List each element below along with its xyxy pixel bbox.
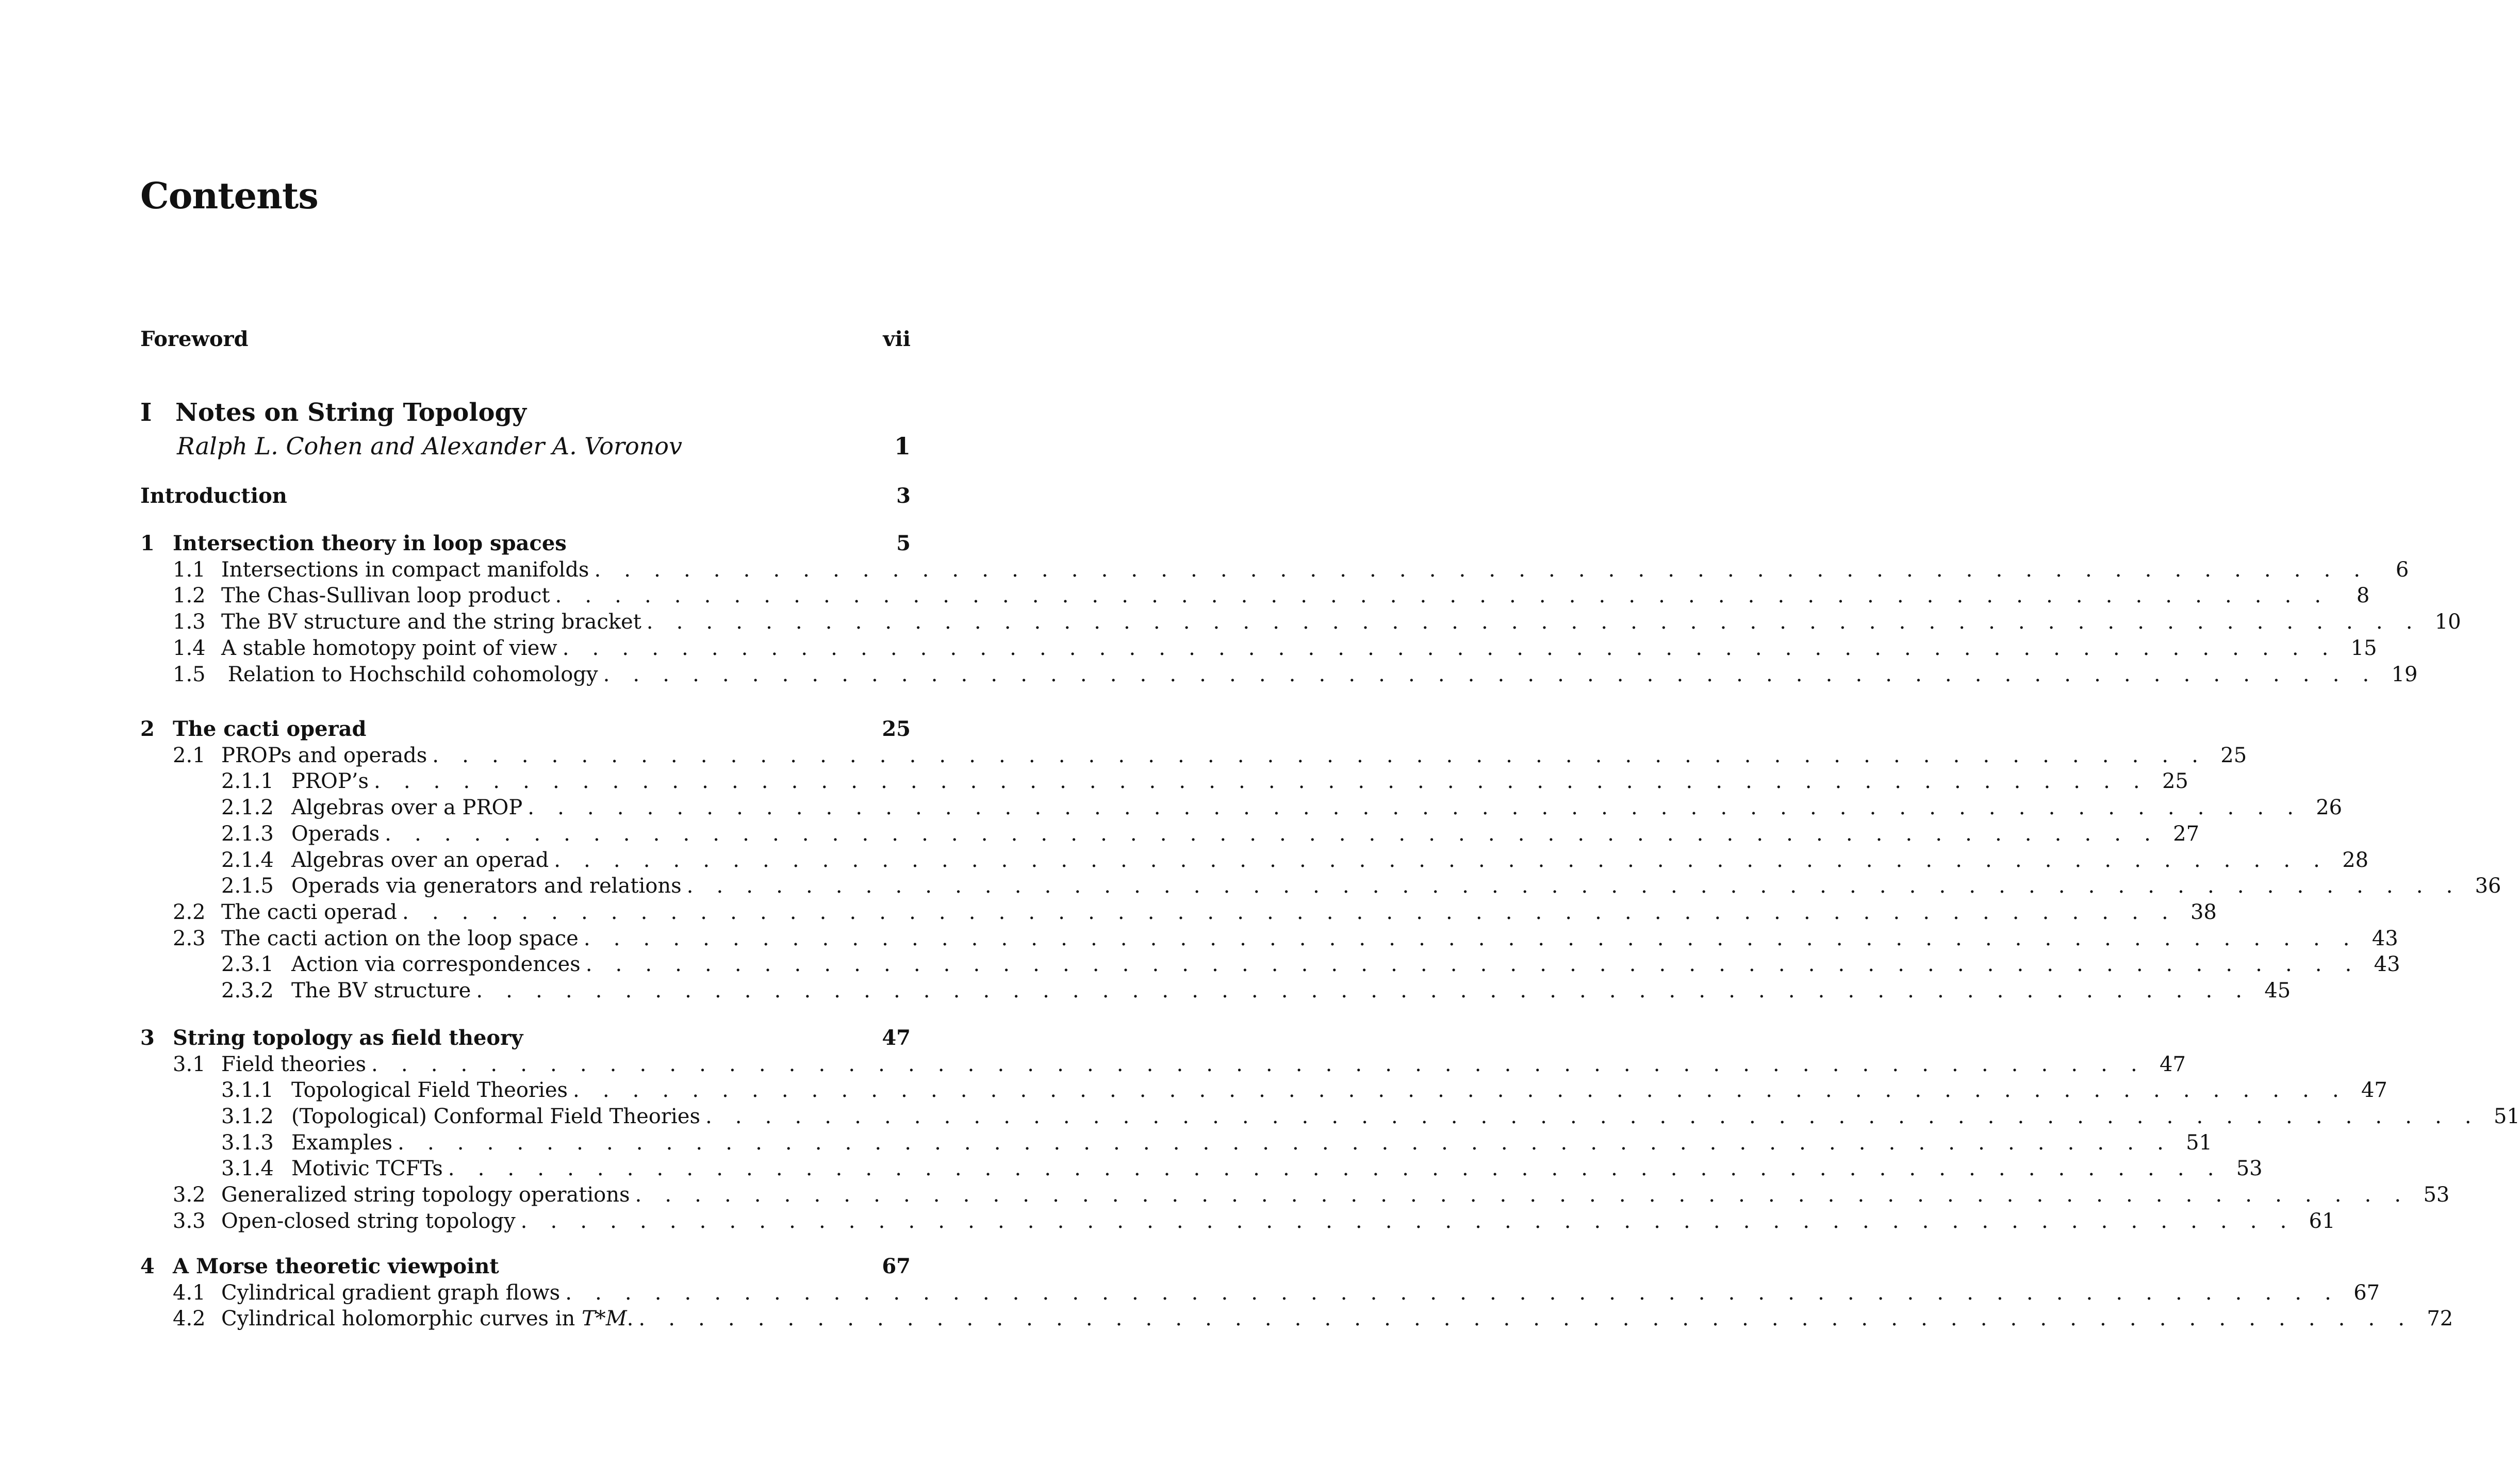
- section-title-text: The cacti action on the loop space: [221, 927, 579, 950]
- dot-leader: . . . . . . . . . . . . . . . . . . . . . . . . . . . . . . . . . . . . . . . . . . . . . . . . . . . . . . . . . . . .: [603, 663, 2378, 686]
- toc-section-2-1-1[interactable]: [140, 768, 2188, 794]
- section-title-text: PROP’s: [291, 769, 369, 793]
- toc-part-authors: [177, 432, 911, 460]
- toc-section-3-1-3[interactable]: [140, 1130, 2213, 1156]
- section-number: 2.3.2: [221, 979, 274, 1003]
- toc-section-2-2[interactable]: [140, 899, 2217, 925]
- section-title: [221, 1306, 633, 1332]
- chapter-page: 25: [882, 717, 911, 741]
- section-page: 47: [2160, 1053, 2186, 1076]
- toc-section-1-1[interactable]: [140, 557, 2409, 583]
- part-title: Notes on String Topology: [175, 398, 526, 427]
- section-number: 1.1: [173, 558, 206, 582]
- section-title-text: Topological Field Theories: [291, 1078, 568, 1102]
- entry-page: 3: [896, 484, 911, 508]
- section-title-end: .: [627, 1307, 634, 1330]
- chapter-page: 67: [882, 1254, 911, 1278]
- toc-section-2-3-2[interactable]: [140, 978, 2291, 1004]
- section-number: 4.1: [173, 1281, 206, 1305]
- dot-leader: . . . . . . . . . . . . . . . . . . . . . . . . . . . . . . . . . . . . . . . . . . . . . . . . . . . . . . . . . . . .: [555, 584, 2330, 607]
- section-title-text: Algebras over an operad: [291, 848, 549, 872]
- toc-chapter-4[interactable]: [140, 1254, 911, 1279]
- toc-section-2-3-1[interactable]: [140, 951, 2400, 977]
- toc-section-2-1-4[interactable]: [140, 847, 2369, 873]
- toc-section-2-3[interactable]: [140, 926, 2398, 951]
- section-page: 25: [2220, 744, 2247, 767]
- section-page: 25: [2162, 769, 2188, 793]
- section-page: 53: [2236, 1157, 2263, 1180]
- toc-section-1-4[interactable]: [140, 635, 2377, 661]
- dot-leader: . . . . . . . . . . . . . . . . . . . . . . . . . . . . . . . . . . . . . . . . . . . . . . . . . . . . . . . . . . . .: [520, 1209, 2295, 1233]
- toc-section-1-3[interactable]: [140, 609, 2461, 635]
- dot-leader: . . . . . . . . . . . . . . . . . . . . . . . . . . . . . . . . . . . . . . . . . . . . . . . . . . . . . . . . . . . .: [554, 848, 2329, 872]
- chapter-page: 5: [896, 531, 911, 555]
- section-title: [221, 635, 557, 661]
- section-title: [221, 583, 550, 609]
- toc-section-3-1-1[interactable]: [140, 1077, 2387, 1103]
- section-page: 19: [2391, 663, 2418, 686]
- section-title: [291, 795, 522, 820]
- section-title: [221, 899, 397, 925]
- dot-leader: . . . . . . . . . . . . . . . . . . . . . . . . . . . . . . . . . . . . . . . . . . . . . . . . . . . . . . . . . . . .: [432, 744, 2207, 767]
- toc-chapter-1[interactable]: [140, 531, 911, 556]
- section-page: 51: [2186, 1131, 2213, 1155]
- toc-section-3-3[interactable]: [140, 1208, 2335, 1234]
- dot-leader: . . . . . . . . . . . . . . . . . . . . . . . . . . . . . . . . . . . . . . . . . . . . . . . . . . . . . . . . . . . .: [562, 636, 2337, 660]
- section-title-text: Motivic TCFTs: [291, 1157, 443, 1180]
- section-title-text: (Topological) Conformal Field Theories: [291, 1105, 700, 1128]
- section-number: 2.1: [173, 744, 206, 767]
- dot-leader: . . . . . . . . . . . . . . . . . . . . . . . . . . . . . . . . . . . . . . . . . . . . . . . . . . . . . . . . . . . .: [573, 1078, 2347, 1102]
- section-title-text: Operads via generators and relations: [291, 874, 682, 898]
- section-title: [221, 1182, 630, 1208]
- section-title-text: The BV structure: [291, 979, 471, 1003]
- section-title: [221, 743, 427, 768]
- section-title-text: A stable homotopy point of view: [221, 636, 557, 660]
- section-title-text: Examples: [291, 1131, 393, 1155]
- part-number: I: [140, 398, 152, 427]
- dot-leader: . . . . . . . . . . . . . . . . . . . . . . . . . . . . . . . . . . . . . . . . . . . . . . . . . . . . . . . . . . . .: [583, 927, 2358, 950]
- section-title: [221, 662, 598, 687]
- toc-section-3-1[interactable]: [140, 1052, 2186, 1077]
- section-page: 26: [2316, 796, 2343, 819]
- section-number: 3.1: [173, 1053, 206, 1076]
- section-title: [291, 1077, 568, 1103]
- section-title-text: The cacti operad: [221, 900, 397, 924]
- section-title-text: Cylindrical holomorphic curves in: [221, 1307, 582, 1330]
- toc-entry-introduction[interactable]: [140, 483, 911, 509]
- chapter-title: Intersection theory in loop spaces: [173, 531, 567, 555]
- section-page: 27: [2173, 822, 2200, 846]
- dot-leader: . . . . . . . . . . . . . . . . . . . . . . . . . . . . . . . . . . . . . . . . . . . . . . . . . . . . . . . . . . . .: [476, 979, 2251, 1003]
- section-title: [291, 847, 549, 873]
- part-page: 1: [894, 432, 911, 460]
- section-number: 1.4: [173, 636, 206, 660]
- chapter-title: The cacti operad: [173, 717, 367, 741]
- section-number: 2.2: [173, 900, 206, 924]
- entry-title: Foreword: [140, 327, 249, 351]
- dot-leader: . . . . . . . . . . . . . . . . . . . . . . . . . . . . . . . . . . . . . . . . . . . . . . . . . . . . . . . . . . . .: [398, 1131, 2172, 1155]
- chapter-title: A Morse theoretic viewpoint: [173, 1254, 499, 1278]
- section-page: 53: [2423, 1183, 2450, 1207]
- section-title: [221, 557, 589, 583]
- chapter-number: 4: [140, 1254, 155, 1278]
- toc-section-2-1-2[interactable]: [140, 795, 2343, 820]
- section-page: 47: [2361, 1078, 2387, 1102]
- section-page: 45: [2264, 979, 2291, 1003]
- section-number: 2.3.1: [221, 952, 274, 976]
- page-title: Contents: [140, 174, 318, 217]
- entry-title: Introduction: [140, 484, 287, 508]
- section-title: [291, 768, 369, 794]
- dot-leader: . . . . . . . . . . . . . . . . . . . . . . . . . . . . . . . . . . . . . . . . . . . . . . . . . . . . . . . . . . . .: [385, 822, 2160, 846]
- section-title-text: Algebras over a PROP: [291, 796, 523, 819]
- section-number: 3.1.2: [221, 1105, 274, 1128]
- part-authors-text: Ralph L. Cohen and Alexander A. Voronov: [177, 432, 682, 460]
- section-page: 61: [2309, 1209, 2335, 1233]
- toc-section-2-1[interactable]: [140, 743, 2247, 768]
- section-page: 8: [2356, 584, 2370, 607]
- section-title: [221, 1208, 516, 1234]
- dot-leader: . . . . . . . . . . . . . . . . . . . . . . . . . . . . . . . . . . . . . . . . . . . . . . . . . . . . . . . . . . . .: [565, 1281, 2340, 1305]
- dot-leader: . . . . . . . . . . . . . . . . . . . . . . . . . . . . . . . . . . . . . . . . . . . . . . . . . . . . . . . . . . . .: [371, 1053, 2146, 1076]
- dot-leader: . . . . . . . . . . . . . . . . . . . . . . . . . . . . . . . . . . . . . . . . . . . . . . . . . . . . . . . . . . . .: [646, 610, 2421, 634]
- section-number: 2.1.4: [221, 848, 274, 872]
- section-title: [291, 1104, 700, 1129]
- dot-leader: . . . . . . . . . . . . . . . . . . . . . . . . . . . . . . . . . . . . . . . . . . . . . . . . . . . . . . . . . . . .: [705, 1105, 2480, 1128]
- toc-section-1-2[interactable]: [140, 583, 2370, 609]
- toc-section-4-1[interactable]: [140, 1280, 2380, 1306]
- dot-leader: . . . . . . . . . . . . . . . . . . . . . . . . . . . . . . . . . . . . . . . . . . . . . . . . . . . . . . . . . . . .: [686, 874, 2461, 898]
- section-number: 1.3: [173, 610, 206, 634]
- dot-leader: . . . . . . . . . . . . . . . . . . . . . . . . . . . . . . . . . . . . . . . . . . . . . . . . . . . . . . . . . . . .: [373, 769, 2148, 793]
- toc-part-heading[interactable]: [140, 398, 911, 427]
- section-title-text: Open-closed string topology: [221, 1209, 516, 1233]
- section-title: [291, 821, 380, 847]
- toc-section-1-5[interactable]: [140, 662, 2418, 687]
- section-page: 43: [2371, 927, 2398, 950]
- section-number: 1.2: [173, 584, 206, 607]
- section-number: 3.1.4: [221, 1157, 274, 1180]
- section-title: [291, 1130, 392, 1156]
- dot-leader: . . . . . . . . . . . . . . . . . . . . . . . . . . . . . . . . . . . . . . . . . . . . . . . . . . . . . . . . . . . .: [585, 952, 2360, 976]
- section-title-text: Action via correspondences: [291, 952, 581, 976]
- section-number: 3.1.3: [221, 1131, 274, 1155]
- section-title: [291, 951, 581, 977]
- section-title: [221, 926, 579, 951]
- dot-leader: . . . . . . . . . . . . . . . . . . . . . . . . . . . . . . . . . . . . . . . . . . . . . . . . . . . . . . . . . . . .: [594, 558, 2369, 582]
- section-page: 36: [2475, 874, 2501, 898]
- toc-entry-foreword[interactable]: [140, 326, 911, 352]
- dot-leader: . . . . . . . . . . . . . . . . . . . . . . . . . . . . . . . . . . . . . . . . . . . . . . . . . . . . . . . . . . . .: [528, 796, 2302, 819]
- section-number: 2.1.5: [221, 874, 274, 898]
- toc-section-2-1-5[interactable]: [140, 873, 2501, 899]
- toc-section-3-1-4[interactable]: [140, 1156, 2263, 1181]
- chapter-title: String topology as field theory: [173, 1026, 523, 1050]
- section-title-text: PROPs and operads: [221, 744, 427, 767]
- toc-section-2-1-3[interactable]: [140, 821, 2200, 847]
- dot-leader: . . . . . . . . . . . . . . . . . . . . . . . . . . . . . . . . . . . . . . . . . . . . . . . . . . . . . . . . . . . .: [402, 900, 2177, 924]
- section-title: [291, 1156, 443, 1181]
- chapter-number: 2: [140, 717, 155, 741]
- chapter-number: 1: [140, 531, 155, 555]
- section-number: 2.3: [173, 927, 206, 950]
- section-title-text: Generalized string topology operations: [221, 1183, 630, 1207]
- toc-chapter-3[interactable]: [140, 1025, 911, 1051]
- section-page: 15: [2350, 636, 2377, 660]
- section-number: 4.2: [173, 1307, 206, 1330]
- section-title: [221, 1280, 560, 1306]
- dot-leader: . . . . . . . . . . . . . . . . . . . . . . . . . . . . . . . . . . . . . . . . . . . . . . . . . . . . . . . . . . . .: [635, 1183, 2410, 1207]
- section-page: 72: [2427, 1307, 2453, 1330]
- entry-page: vii: [883, 327, 911, 351]
- section-title-text: Operads: [291, 822, 380, 846]
- toc-section-3-1-2[interactable]: [140, 1104, 2520, 1129]
- section-title: [221, 609, 641, 635]
- section-page: 10: [2434, 610, 2461, 634]
- section-title-text: The Chas-Sullivan loop product: [221, 584, 550, 607]
- section-title: [221, 1052, 366, 1077]
- section-page: 51: [2493, 1105, 2520, 1128]
- section-title-text: Field theories: [221, 1053, 367, 1076]
- section-title-text: The BV structure and the string bracket: [221, 610, 641, 634]
- section-number: 2.1.2: [221, 796, 274, 819]
- dot-leader: . . . . . . . . . . . . . . . . . . . . . . . . . . . . . . . . . . . . . . . . . . . . . . . . . . . . . . . . . . . .: [448, 1157, 2222, 1180]
- section-title-text: Intersections in compact manifolds: [221, 558, 589, 582]
- section-title: [291, 873, 682, 899]
- section-number: 3.3: [173, 1209, 206, 1233]
- section-title-text: Relation to Hochschild cohomology: [221, 663, 598, 686]
- section-number: 3.2: [173, 1183, 206, 1207]
- section-page: 38: [2190, 900, 2217, 924]
- section-page: 28: [2342, 848, 2369, 872]
- section-title-math: T*M: [582, 1307, 627, 1330]
- section-page: 43: [2374, 952, 2400, 976]
- section-number: 3.1.1: [221, 1078, 274, 1102]
- toc-chapter-2[interactable]: [140, 716, 911, 742]
- dot-leader: . . . . . . . . . . . . . . . . . . . . . . . . . . . . . . . . . . . . . . . . . . . . . . . . . . . . . . . . . . . .: [638, 1307, 2413, 1330]
- toc-section-3-2[interactable]: [140, 1182, 2450, 1208]
- section-title: [291, 978, 471, 1004]
- chapter-page: 47: [882, 1026, 911, 1050]
- section-number: 2.1.3: [221, 822, 274, 846]
- section-number: 1.5: [173, 663, 206, 686]
- section-number: 2.1.1: [221, 769, 274, 793]
- chapter-number: 3: [140, 1026, 155, 1050]
- toc-section-4-2[interactable]: [140, 1306, 2453, 1332]
- section-title-text: Cylindrical gradient graph flows: [221, 1281, 561, 1305]
- section-page: 6: [2395, 558, 2409, 582]
- section-page: 67: [2353, 1281, 2380, 1305]
